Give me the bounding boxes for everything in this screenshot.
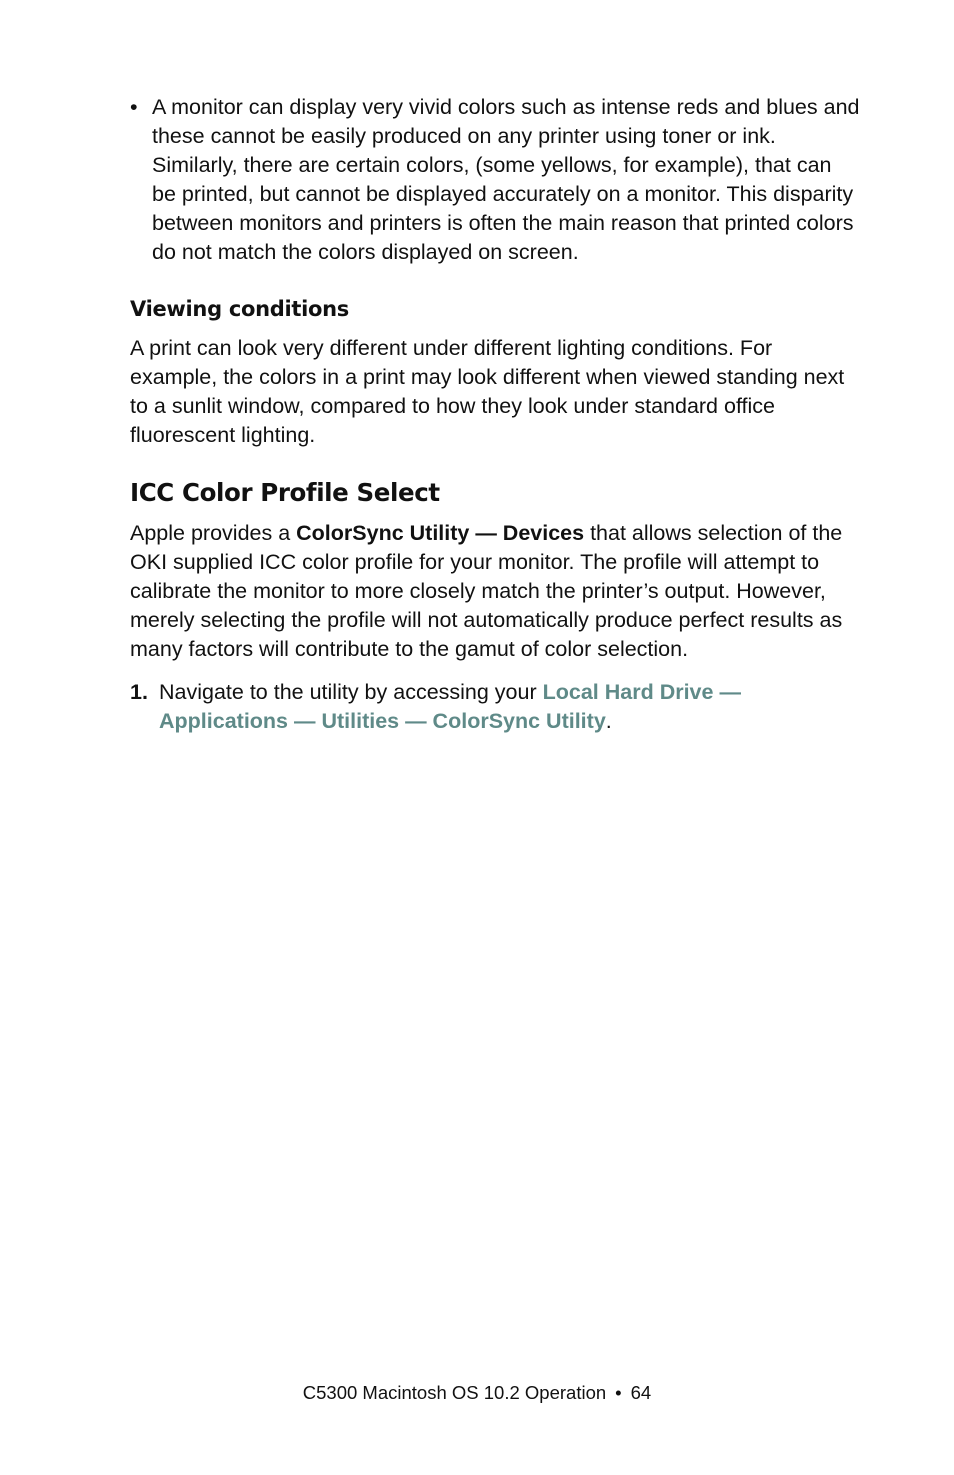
step-text-end: . (605, 709, 612, 733)
step-1 (130, 678, 860, 736)
icc-profile-heading: ICC Color Profile Select (130, 478, 440, 507)
bullet-item (130, 93, 860, 267)
viewing-conditions-paragraph: A print can look very different under different lighting conditions. For example, the colors in a print may look different when viewed standing next to a sunlit window, compared to how they look under standard office fluorescent lighting. (130, 336, 845, 447)
page-number: 64 (630, 1382, 652, 1403)
footer-separator: • (615, 1382, 622, 1403)
bullet-text: A monitor can display very vivid colors such as intense reds and blues and these cannot be easily produced on any printer using toner or ink. Similarly, there are certain colors, (some yellows, for example), that can be printed, but cannot be displayed accurately on a monitor. This disparity between monitors and printers is often the main reason that printed colors do not match the colors displayed on screen. (152, 95, 860, 264)
icc-paragraph-rest: that allows selection of the OKI supplied ICC color profile for your monitor. The profile will attempt to calibrate the monitor to more closely match the printer’s output. However, merely selecting the profile will not automatically produce perfect results as many factors will contribute to the gamut of color selection. (130, 521, 843, 661)
icc-profile-paragraph (130, 519, 860, 664)
step-text (159, 678, 860, 736)
bullet-mark: • (130, 95, 138, 119)
viewing-conditions-heading: Viewing conditions (130, 297, 349, 321)
footer-title: C5300 Macintosh OS 10.2 Operation (302, 1382, 607, 1403)
icc-paragraph-intro: Apple provides a (130, 521, 297, 545)
step-text-intro: Navigate to the utility by accessing your (159, 680, 543, 704)
step-number: 1. (130, 680, 148, 704)
page-footer (0, 1381, 954, 1405)
colorsync-utility-path-link[interactable]: Local Hard Drive — Applications — Utilities — ColorSync Utility (159, 680, 741, 733)
colorsync-utility-devices-term: ColorSync Utility — Devices (296, 521, 585, 545)
page-content (130, 93, 860, 736)
